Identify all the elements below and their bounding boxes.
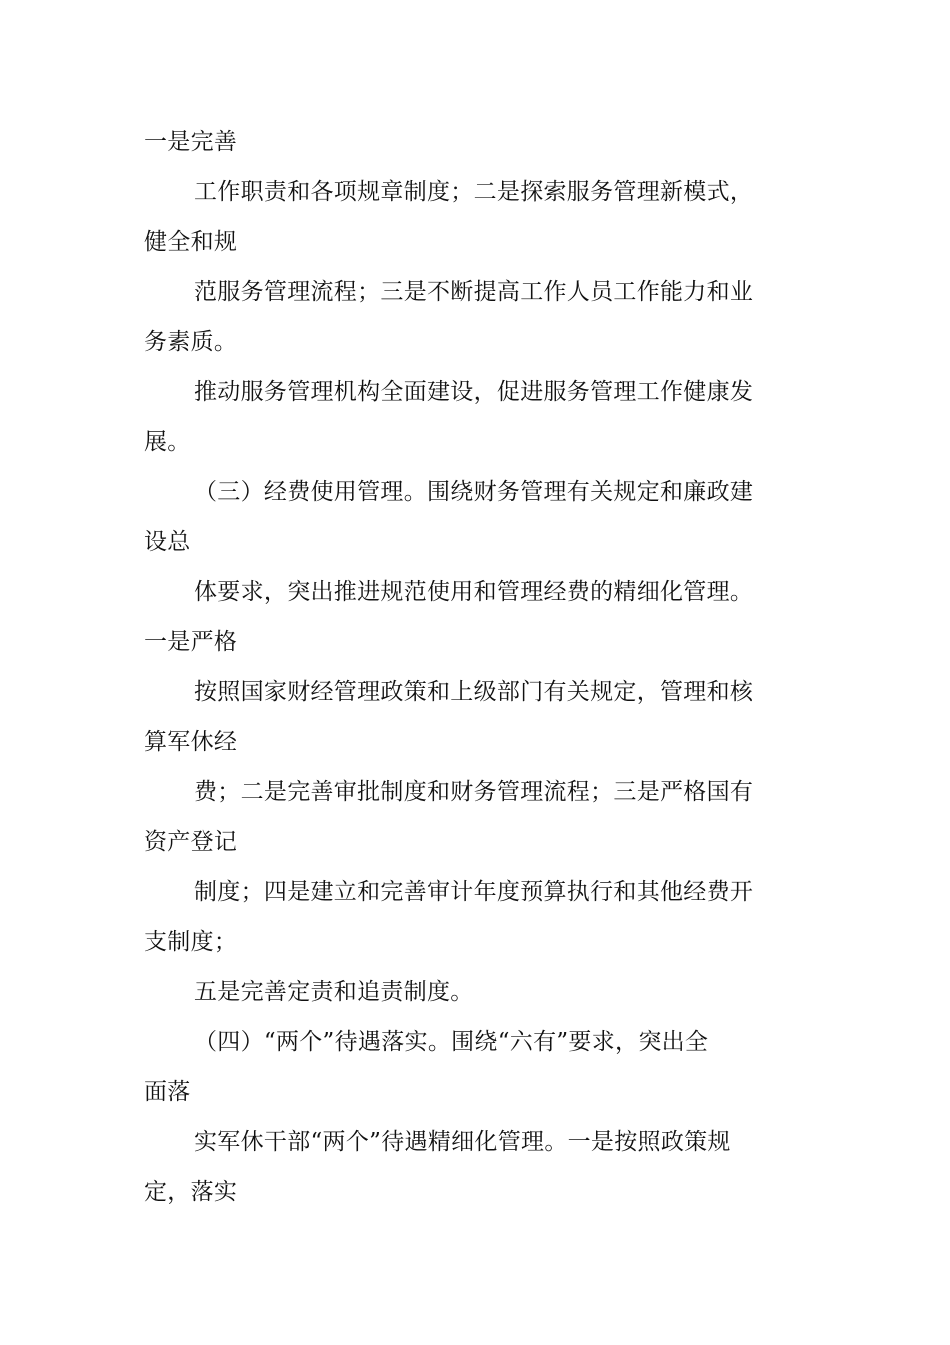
text-line: 定，落实 [144,1179,238,1205]
text-line: 面落 [144,1079,191,1105]
text-line: 一是完善 [144,129,238,155]
text-line: 五是完善定责和追责制度。 [194,979,474,1005]
text-line: 制度；四是建立和完善审计年度预算执行和其他经费开 [194,879,754,905]
text-line: 体要求，突出推进规范使用和管理经费的精细化管理。 [194,579,754,605]
text-line: 支制度； [144,929,238,955]
text-line: 费；二是完善审批制度和财务管理流程；三是严格国有 [194,779,754,805]
text-line: 务素质。 [144,329,238,355]
text-line: 设总 [144,529,191,555]
text-line: 推动服务管理机构全面建设，促进服务管理工作健康发 [194,379,754,405]
text-line: 一是严格 [144,629,238,655]
text-line: 按照国家财经管理政策和上级部门有关规定，管理和核 [194,679,754,705]
text-line: 资产登记 [144,829,238,855]
text-line: （三）经费使用管理。围绕财务管理有关规定和廉政建 [194,479,754,505]
text-line: 展。 [144,429,191,455]
text-line: （四）“两个”待遇落实。围绕“六有”要求，突出全 [194,1029,709,1055]
text-line: 健全和规 [144,229,238,255]
text-line: 算军休经 [144,729,238,755]
text-line: 范服务管理流程；三是不断提高工作人员工作能力和业 [194,279,754,305]
text-line: 工作职责和各项规章制度；二是探索服务管理新模式， [194,179,754,205]
text-line: 实军休干部“两个”待遇精细化管理。一是按照政策规 [194,1129,731,1155]
